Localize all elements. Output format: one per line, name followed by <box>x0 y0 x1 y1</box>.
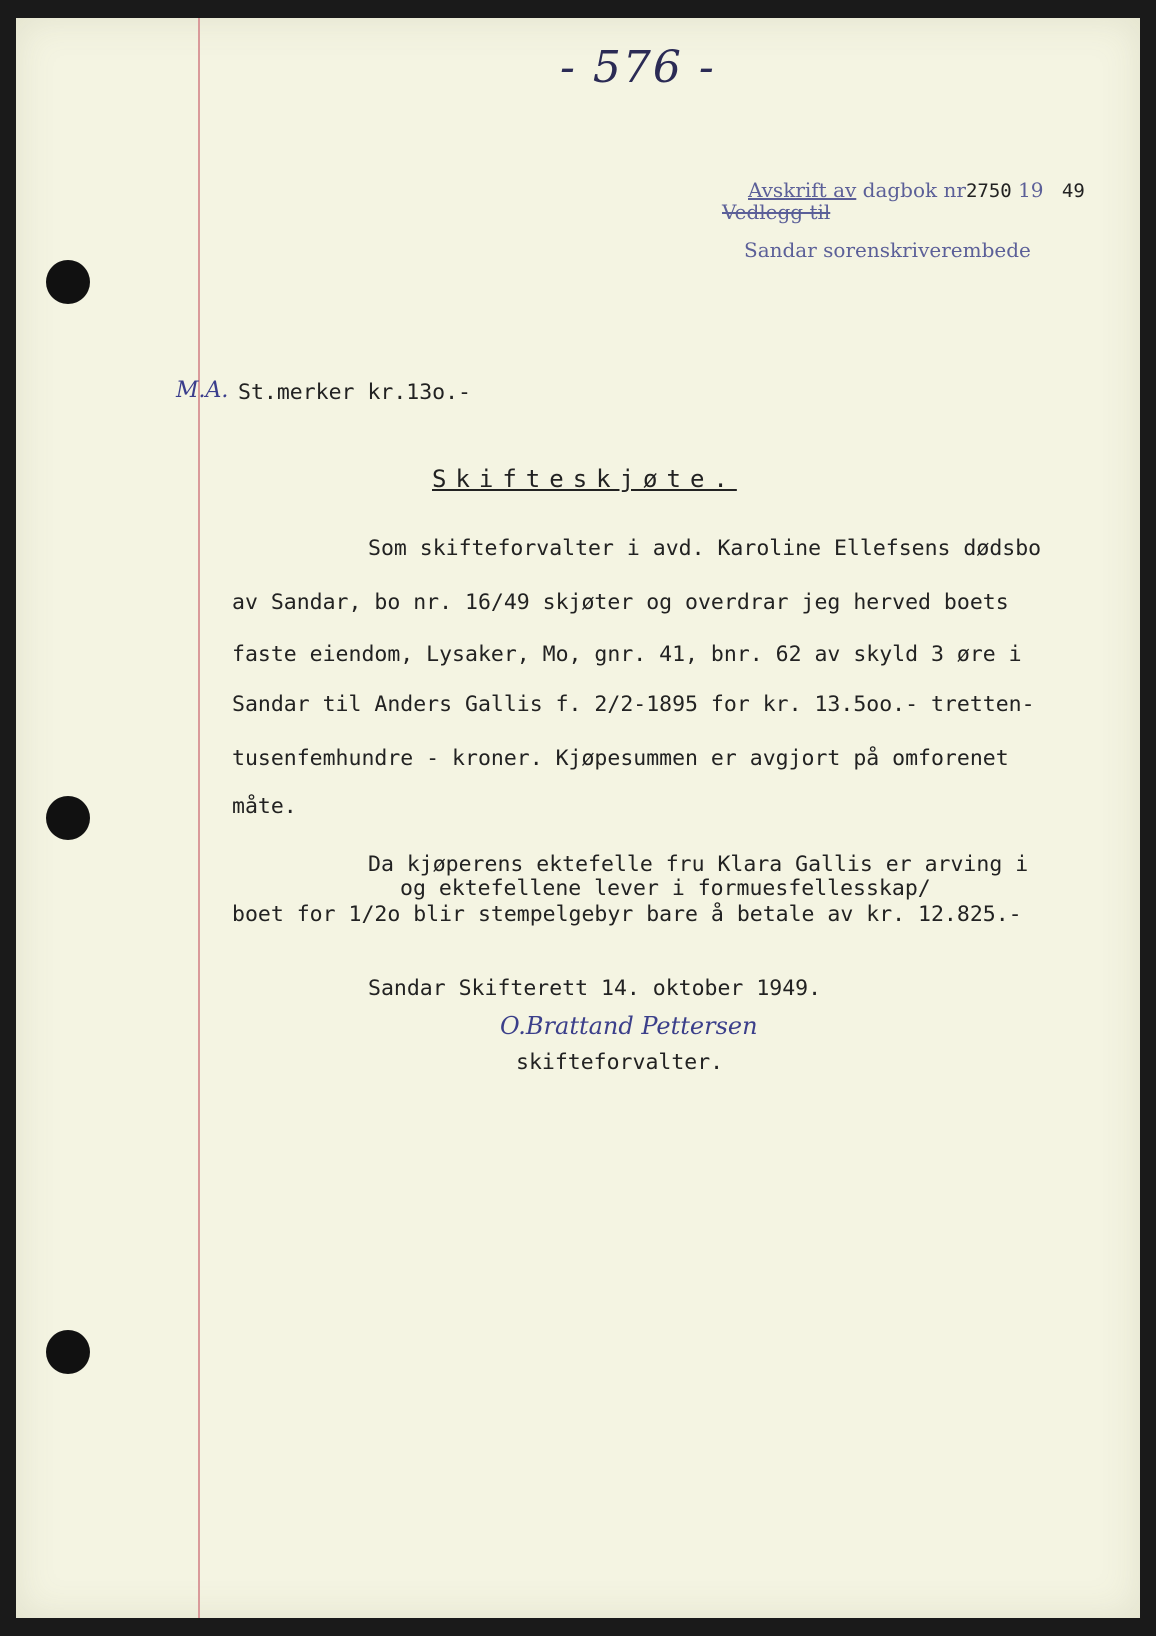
margin-rule <box>198 18 200 1618</box>
paragraph1-line6: måte. <box>232 794 297 819</box>
page-number: - 576 - <box>560 42 716 93</box>
paragraph1-line1: Som skifteforvalter i avd. Karoline Ellefsens dødsbo <box>368 536 1042 561</box>
stamp-year-prefix: 19 <box>1018 178 1044 202</box>
stamp-fee: St.merker kr.13o.- <box>238 380 471 405</box>
paragraph2-line3: boet for 1/2o blir stempelgebyr bare å betale av kr. 12.825.- <box>232 902 1022 927</box>
paragraph1-line5: tusenfemhundre - kroner. Kjøpesummen er avgjort på omforenet <box>232 746 1009 771</box>
signature: O.Brattand Pettersen <box>500 1012 758 1040</box>
paragraph1-line4: Sandar til Anders Gallis f. 2/2-1895 for kr. 13.5oo.- tretten- <box>232 692 1035 717</box>
punch-hole-middle <box>46 796 90 840</box>
document-title: Skifteskjøte. <box>432 465 737 493</box>
paragraph1-line3: faste eiendom, Lysaker, Mo, gnr. 41, bnr. 62 av skyld 3 øre i <box>232 642 1022 667</box>
paragraph1-line2: av Sandar, bo nr. 16/49 skjøter og overdrar jeg herved boets <box>232 590 1009 615</box>
paragraph2-line1: Da kjøperens ektefelle fru Klara Gallis er arving i <box>368 852 1029 877</box>
paragraph2-line2: og ektefellene lever i formuesfellesskap/ <box>400 876 931 901</box>
place-date: Sandar Skifterett 14. oktober 1949. <box>368 976 822 1001</box>
handwritten-note: M.A. <box>176 378 229 403</box>
punch-hole-bottom <box>46 1330 90 1374</box>
stamp-year: 49 <box>1061 180 1085 202</box>
stamp-office: Sandar sorenskriverembede <box>744 238 1031 262</box>
stamp-prefix: Avskrift av <box>748 178 857 202</box>
stamp-number: 2750 <box>965 180 1012 202</box>
punch-hole-top <box>46 260 90 304</box>
stamp-middle: dagbok nr <box>862 178 966 202</box>
signer-title: skifteforvalter. <box>516 1050 724 1075</box>
stamp-struck-text: Vedlegg til <box>722 200 831 224</box>
stamp-line-1 <box>748 178 1085 202</box>
